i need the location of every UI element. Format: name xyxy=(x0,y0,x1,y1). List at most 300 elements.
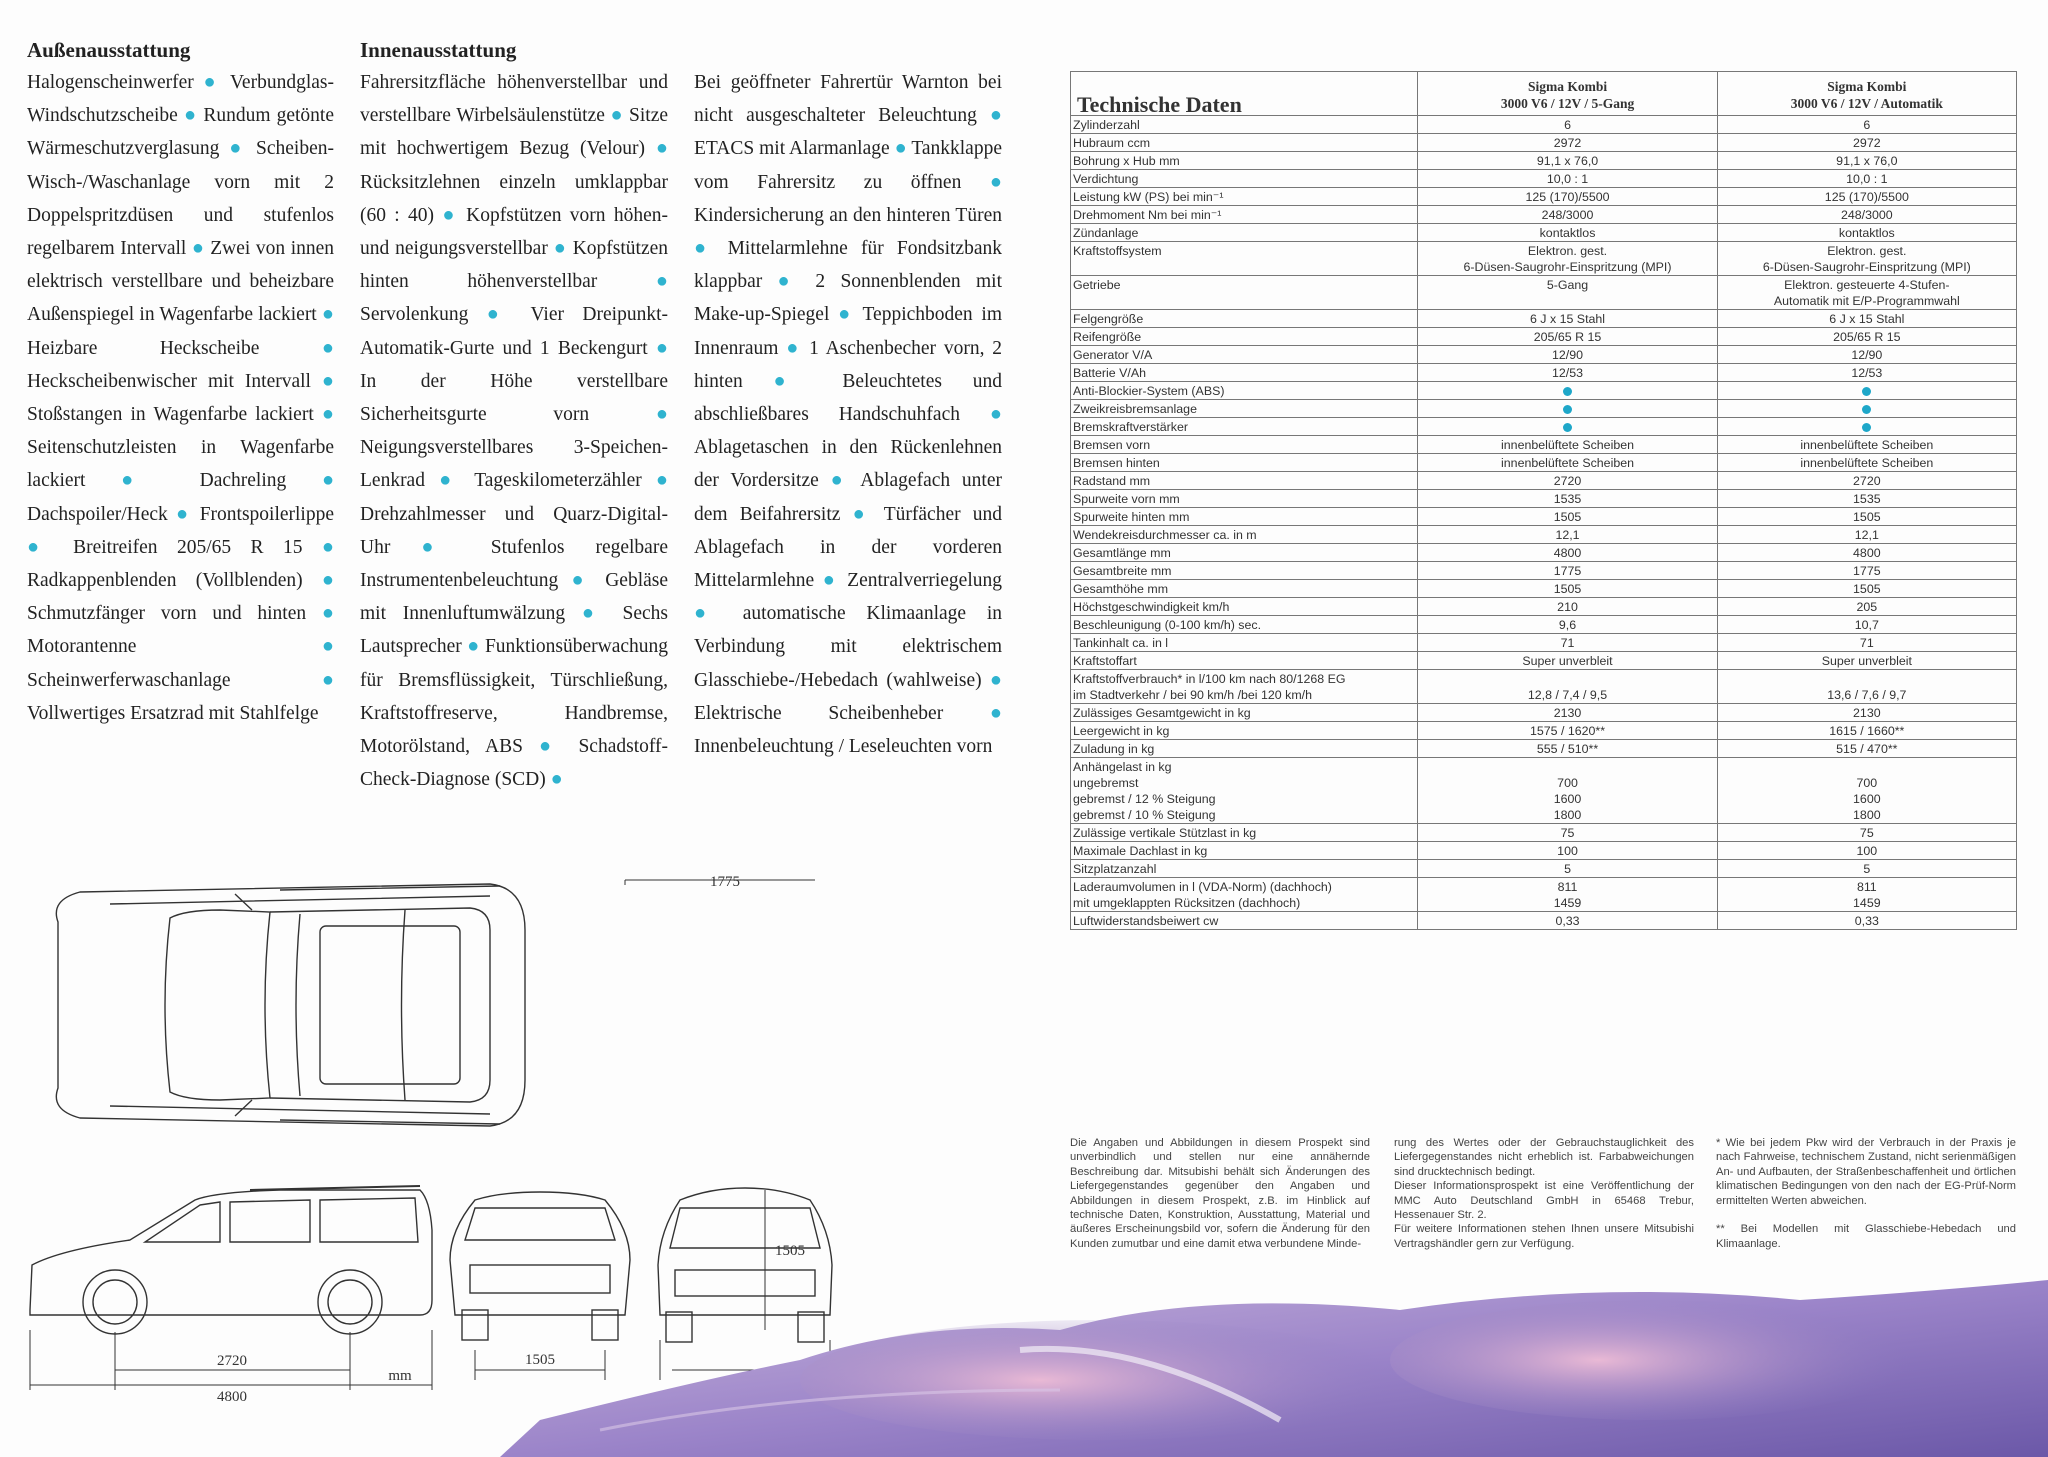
tech-value-automatik xyxy=(1717,544,2016,562)
bullet-icon: ● xyxy=(989,170,1002,193)
bullet-icon: ● xyxy=(694,602,722,625)
tech-value-automatik xyxy=(1717,134,2016,152)
bullet-icon: ● xyxy=(321,403,335,426)
tech-label xyxy=(1071,562,1418,580)
tech-value-5gang xyxy=(1418,490,1717,508)
tech-value-5gang-text: 91,1 x 76,0 xyxy=(1536,154,1599,168)
tech-label-text: Tankinhalt ca. in l xyxy=(1073,636,1169,650)
tech-label xyxy=(1071,842,1418,860)
tech-row xyxy=(1071,912,2017,930)
tech-value-5gang-text: 555 / 510** xyxy=(1536,742,1599,756)
tech-title: Technische Daten xyxy=(1071,72,1418,116)
tech-row xyxy=(1071,152,2017,170)
bullet-icon: ● xyxy=(183,104,198,127)
tech-value-5gang-text: 2130 xyxy=(1553,706,1582,720)
bullet-icon: ● xyxy=(610,104,624,127)
tech-label-text: Zulässiges Gesamtgewicht in kg xyxy=(1073,706,1251,720)
tech-value-automatik-text: 6 J x 15 Stahl xyxy=(1829,312,1905,326)
interior-item: Innenbeleuchtung / Leseleuchten vorn xyxy=(694,736,993,758)
tech-value-automatik-text: 205/65 R 15 xyxy=(1833,330,1901,344)
tech-value-5gang xyxy=(1418,188,1717,206)
tech-value-5gang xyxy=(1418,562,1717,580)
tech-row xyxy=(1071,878,2017,912)
bullet-icon: ● xyxy=(321,369,335,392)
exterior-item: Vollwertiges Ersatzrad mit Stahlfelge xyxy=(27,702,319,724)
feature-dot-icon xyxy=(1862,387,1871,396)
interior-item: Kopfstützen hinten höhenverstellbar xyxy=(360,238,668,293)
tech-value-automatik-text: 205 xyxy=(1856,600,1878,614)
tech-value-5gang-text: 75 xyxy=(1560,826,1575,840)
tech-value-automatik xyxy=(1717,490,2016,508)
tech-value-automatik xyxy=(1717,842,2016,860)
tech-row xyxy=(1071,454,2017,472)
tech-label xyxy=(1071,400,1418,418)
tech-label-text: Leistung kW (PS) bei min⁻¹ xyxy=(1073,190,1224,204)
tech-value-5gang xyxy=(1418,722,1717,740)
exterior-item: Seitenschutzleisten in Wagenfarbe lackiert xyxy=(27,437,334,492)
interior-item: Ablagefach unter dem Beifahrersitz xyxy=(694,470,1002,525)
interior-item: Gebläse mit Innenluftumwälzung xyxy=(360,570,669,625)
consumption-text: * Wie bei jedem Pkw wird der Verbrauch in der Praxis je nach Fahrweise, technischem Zustand, nicht serienmäßigen An- und Aufbauten, der Straßenbeschaffenheit und örtlichen klimatischen Bedingungen von den nach der EG-Prüf-Norm ermittelten Werten abweichen. xyxy=(1716,1137,2016,1207)
tech-value-automatik-text: 1775 xyxy=(1853,564,1881,578)
feature-dot-icon xyxy=(1862,423,1871,432)
feature-dot-icon xyxy=(1862,405,1871,414)
tech-value-5gang-text: 100 xyxy=(1557,844,1578,858)
interior-item: ETACS mit Alarmanlage xyxy=(694,138,890,160)
exterior-item: Rundum getönte Wärmeschutzverglasung xyxy=(27,105,334,160)
tech-value-5gang-text: kontaktlos xyxy=(1539,226,1596,240)
col2-line1: Sigma Kombi xyxy=(1827,79,1907,94)
tech-value-5gang xyxy=(1418,616,1717,634)
tech-value-automatik-text: 13,6 / 7,6 / 9,7 xyxy=(1827,688,1907,702)
tech-label xyxy=(1071,346,1418,364)
bullet-icon: ● xyxy=(321,535,335,558)
tech-value-5gang-text: 2720 xyxy=(1553,474,1582,488)
bullet-icon: ● xyxy=(229,137,247,160)
tech-label-text: Maximale Dachlast in kg xyxy=(1073,844,1208,858)
tech-label xyxy=(1071,824,1418,842)
tech-value-automatik-text: 10,0 : 1 xyxy=(1846,172,1888,186)
bullet-icon: ● xyxy=(191,237,205,260)
car-side-view xyxy=(30,1186,432,1334)
exterior-item: Zwei von innen elektrisch verstellbare und beheizbare Außenspiegel in Wagenfarbe lackiert xyxy=(27,238,335,326)
tech-label xyxy=(1071,436,1418,454)
tech-label xyxy=(1071,544,1418,562)
tech-label xyxy=(1071,652,1418,670)
tech-value-automatik-text: 12,1 xyxy=(1854,528,1879,542)
tech-row xyxy=(1071,824,2017,842)
bullet-icon: ● xyxy=(550,768,563,791)
tech-value-automatik-text: 248/3000 xyxy=(1840,208,1893,222)
bullet-icon: ● xyxy=(655,403,668,426)
tech-value-automatik xyxy=(1717,276,2016,310)
exterior-item: Radkappenblenden (Vollblenden) xyxy=(27,570,303,592)
tech-value-automatik xyxy=(1717,454,2016,472)
publisher-text-a: rung des Wertes oder der Gebrauchstauglichkeit des Liefergegenstandes nicht erheblich ist. Farbabweichungen sind drucktechnisch bedingt. xyxy=(1394,1137,1694,1178)
tech-value-automatik xyxy=(1717,436,2016,454)
consumption-note xyxy=(1716,1136,2016,1251)
tech-label-text: Kraftstoffsystem xyxy=(1073,244,1162,258)
feature-dot-icon xyxy=(1563,405,1572,414)
tech-label-text: Zündanlage xyxy=(1073,226,1139,240)
tech-row xyxy=(1071,758,2017,824)
tech-value-5gang-text: 12,1 xyxy=(1555,528,1580,542)
tech-value-5gang-text: Super unverbleit xyxy=(1522,654,1613,668)
col1-line2: 3000 V6 / 12V / 5-Gang xyxy=(1500,96,1635,111)
tech-value-5gang-text: 4800 xyxy=(1553,546,1582,560)
interior-list-part2 xyxy=(694,66,1002,763)
tech-value-automatik-text: 2972 xyxy=(1853,136,1881,150)
bullet-icon: ● xyxy=(553,237,567,260)
exterior-item: Motorantenne xyxy=(27,636,137,658)
tech-value-automatik xyxy=(1717,170,2016,188)
tech-value-5gang-text: 12/90 xyxy=(1552,348,1584,362)
tech-label xyxy=(1071,878,1418,912)
tech-row xyxy=(1071,436,2017,454)
tech-value-5gang xyxy=(1418,508,1717,526)
tech-label xyxy=(1071,188,1418,206)
tech-value-automatik xyxy=(1717,562,2016,580)
tech-value-5gang xyxy=(1418,134,1717,152)
tech-label xyxy=(1071,526,1418,544)
publisher-text-b: Dieser Informationsprospekt ist eine Veröffentlichung der MMC Auto Deutschland GmbH in 65468 Trebur, Hessenauer Str. 2. xyxy=(1394,1180,1694,1222)
dim-width: 1775 xyxy=(710,874,740,890)
tech-label xyxy=(1071,382,1418,400)
bullet-icon: ● xyxy=(773,369,812,392)
tech-value-5gang-text: 210 xyxy=(1557,600,1578,614)
tech-value-5gang-text: innenbelüftete Scheiben xyxy=(1501,438,1634,452)
tech-row xyxy=(1071,400,2017,418)
tech-value-5gang xyxy=(1418,382,1717,400)
tech-value-automatik xyxy=(1717,116,2016,134)
interior-item: Bei geöffneter Fahrertür Warnton bei nicht ausgeschalteter Beleuchtung xyxy=(694,72,1002,127)
tech-row xyxy=(1071,364,2017,382)
tech-value-5gang-text: 205/65 R 15 xyxy=(1533,330,1602,344)
tech-value-5gang-text: 12,8 / 7,4 / 9,5 xyxy=(1527,688,1608,702)
tech-label-text: Verdichtung xyxy=(1073,172,1139,186)
tech-value-5gang-text: innenbelüftete Scheiben xyxy=(1501,456,1634,470)
dim-height: 1505 xyxy=(775,1243,805,1259)
interior-item: Ablagetaschen in den Rückenlehnen der Vordersitze xyxy=(694,437,1002,492)
tech-label-text: Hubraum ccm xyxy=(1073,136,1151,150)
tech-value-automatik-text: 0,33 xyxy=(1854,914,1879,928)
tech-row xyxy=(1071,544,2017,562)
col2-line2: 3000 V6 / 12V / Automatik xyxy=(1790,96,1943,111)
bullet-icon: ● xyxy=(777,270,801,293)
tech-label-text: Bremsen vorn xyxy=(1073,438,1151,452)
bullet-icon: ● xyxy=(321,602,334,625)
bullet-icon: ● xyxy=(852,502,872,525)
tech-value-5gang xyxy=(1418,652,1717,670)
tech-label xyxy=(1071,616,1418,634)
tech-value-5gang xyxy=(1418,580,1717,598)
feature-dot-icon xyxy=(1563,423,1572,432)
exterior-item: Scheiben-Wisch-/Waschanlage vorn mit 2 Doppelspritzdüsen und stufenlos regelbarem Intervall xyxy=(27,138,334,260)
tech-label xyxy=(1071,912,1418,930)
flower-field-image xyxy=(500,1270,2048,1457)
tech-label-text: Drehmoment Nm bei min⁻¹ xyxy=(1073,208,1222,222)
tech-value-automatik xyxy=(1717,328,2016,346)
tech-value-automatik xyxy=(1717,860,2016,878)
interior-item: Neigungsverstellbares 3-Speichen-Lenkrad xyxy=(360,437,668,492)
tech-row xyxy=(1071,116,2017,134)
tech-value-automatik-text: Super unverbleit xyxy=(1821,654,1912,668)
tech-row xyxy=(1071,652,2017,670)
tech-value-automatik-text: 1505 xyxy=(1853,510,1881,524)
tech-value-automatik xyxy=(1717,878,2016,912)
tech-data-table xyxy=(1070,71,2017,930)
tech-label-text: Zuladung in kg xyxy=(1073,742,1155,756)
tech-value-5gang xyxy=(1418,912,1717,930)
bullet-icon: ● xyxy=(442,203,458,226)
tech-label xyxy=(1071,598,1418,616)
tech-row xyxy=(1071,346,2017,364)
interior-section xyxy=(360,34,668,796)
tech-label-text: Generator V/A xyxy=(1073,348,1153,362)
tech-value-automatik xyxy=(1717,152,2016,170)
tech-value-automatik-text: 811 1459 xyxy=(1853,880,1881,910)
disclaimer-text: Die Angaben und Abbildungen in diesem Prospekt sind unverbindlich und stellen nur eine annähernde Beschreibung dar. Mitsubishi behält sich Änderungen des Liefergegenstandes gegenüber den Angaben und Abbildungen in diesem Prospekt, z.B. im Hinblick auf technische Daten, Konstruktion, Ausstattung, Material und äußeres Erscheinungsbild vor, sofern die Änderung für den Kunden zumutbar und eine damit etwa verbundene Minde- xyxy=(1070,1137,1370,1250)
tech-label-text: Höchstgeschwindigkeit km/h xyxy=(1073,600,1230,614)
interior-item: Fahrersitzfläche höhenverstellbar und verstellbare Wirbelsäulenstütze xyxy=(360,72,668,127)
tech-value-automatik-text: 700 1600 1800 xyxy=(1853,776,1881,822)
tech-value-automatik xyxy=(1717,346,2016,364)
tech-value-5gang xyxy=(1418,364,1717,382)
tech-value-5gang xyxy=(1418,526,1717,544)
tech-value-5gang-text: 1775 xyxy=(1553,564,1582,578)
tech-label-text: Felgengröße xyxy=(1073,312,1144,326)
tech-label xyxy=(1071,670,1418,704)
tech-value-automatik xyxy=(1717,364,2016,382)
dim-length: 4800 xyxy=(217,1389,247,1405)
tech-value-5gang xyxy=(1418,704,1717,722)
bullet-icon: ● xyxy=(655,469,668,492)
tech-value-5gang xyxy=(1418,400,1717,418)
tech-row xyxy=(1071,276,2017,310)
tech-row xyxy=(1071,310,2017,328)
tech-label xyxy=(1071,224,1418,242)
interior-item: Kopfstützen vorn höhen- und neigungsverstellbar xyxy=(360,204,668,260)
tech-value-automatik xyxy=(1717,382,2016,400)
tech-value-5gang-text: 9,6 xyxy=(1558,618,1577,632)
bullet-icon: ● xyxy=(321,635,334,658)
tech-label xyxy=(1071,704,1418,722)
tech-label xyxy=(1071,740,1418,758)
tech-label xyxy=(1071,758,1418,824)
tech-row xyxy=(1071,562,2017,580)
tech-label xyxy=(1071,454,1418,472)
tech-value-5gang-text: 700 1600 1800 xyxy=(1553,776,1582,822)
publisher-text-c: Für weitere Informationen stehen Ihnen unsere Mitsubishi Vertragshändler gern zur Verfügung. xyxy=(1394,1223,1694,1250)
bullet-icon: ● xyxy=(321,569,334,592)
bullet-icon: ● xyxy=(321,469,335,492)
tech-label xyxy=(1071,276,1418,310)
tech-row xyxy=(1071,740,2017,758)
tech-value-automatik-text: innenbelüftete Scheiben xyxy=(1800,456,1934,470)
tech-value-5gang xyxy=(1418,276,1717,310)
tech-value-automatik xyxy=(1717,740,2016,758)
interior-item: Rücksitzlehnen einzeln umklappbar (60 : 40) xyxy=(360,171,668,226)
tech-value-automatik-text: 2720 xyxy=(1853,474,1881,488)
tech-value-automatik xyxy=(1717,634,2016,652)
bullet-icon: ● xyxy=(467,635,480,658)
bullet-icon: ● xyxy=(894,137,907,160)
bullet-icon: ● xyxy=(822,569,839,592)
tech-label-text: Gesamtlänge mm xyxy=(1073,546,1171,560)
tech-value-automatik-text: 515 / 470** xyxy=(1836,742,1898,756)
exterior-item: Scheinwerferwaschanlage xyxy=(27,669,231,691)
publisher-note xyxy=(1394,1136,1694,1251)
tech-value-5gang-text: 10,0 : 1 xyxy=(1546,172,1589,186)
tech-value-automatik xyxy=(1717,598,2016,616)
tech-value-automatik-text: 75 xyxy=(1859,826,1874,840)
bullet-icon: ● xyxy=(439,469,461,492)
exterior-list xyxy=(27,66,334,730)
tech-label xyxy=(1071,170,1418,188)
tech-value-5gang-text: 0,33 xyxy=(1555,914,1580,928)
interior-list-part1 xyxy=(360,66,668,796)
interior-item: Tankklappe vom Fahrersitz zu öffnen xyxy=(694,138,1002,193)
tech-value-5gang xyxy=(1418,152,1717,170)
interior-item: 2 Sonnenblenden mit Make-up-Spiegel xyxy=(694,271,1002,326)
interior-item: In der Höhe verstellbare Sicherheitsgurte vorn xyxy=(360,370,668,426)
exterior-item: Schmutzfänger vorn und hinten xyxy=(27,603,307,625)
tech-value-automatik-text: Elektron. gesteuerte 4-Stufen- Automatik mit E/P-Programmwahl xyxy=(1773,278,1960,308)
interior-item: 1 Aschenbecher vorn, 2 hinten xyxy=(694,337,1003,392)
bullet-icon: ● xyxy=(581,602,606,625)
tech-label-text: Spurweite hinten mm xyxy=(1073,510,1190,524)
bullet-icon: ● xyxy=(830,469,850,492)
interior-item: Teppichboden im Innenraum xyxy=(694,304,1002,359)
tech-value-automatik xyxy=(1717,400,2016,418)
tech-value-automatik-text: 5 xyxy=(1863,862,1871,876)
exterior-item: Dachspoiler/Heck xyxy=(27,503,168,525)
tech-value-5gang xyxy=(1418,842,1717,860)
interior-item: Mittelarmlehne für Fondsitzbank klappbar xyxy=(694,238,1002,293)
interior-section-continued xyxy=(694,66,1002,763)
tech-value-5gang xyxy=(1418,206,1717,224)
bullet-icon: ● xyxy=(989,701,1002,724)
bullet-icon: ● xyxy=(989,668,1002,691)
tech-value-5gang-text: 71 xyxy=(1560,636,1575,650)
tech-value-automatik-text: 6 xyxy=(1863,118,1871,132)
tech-value-5gang xyxy=(1418,242,1717,276)
tech-value-5gang-text: 6 J x 15 Stahl xyxy=(1529,312,1606,326)
interior-item: Stufenlos regelbare Instrumentenbeleuchtung xyxy=(360,536,668,592)
dim-unit: mm xyxy=(388,1368,412,1384)
tech-value-5gang-text: 12/53 xyxy=(1552,366,1584,380)
tech-value-automatik xyxy=(1717,722,2016,740)
tech-value-5gang xyxy=(1418,740,1717,758)
tech-label xyxy=(1071,328,1418,346)
tech-label-text: Zweikreisbremsanlage xyxy=(1073,402,1197,416)
bullet-icon: ● xyxy=(321,303,335,326)
tech-value-automatik-text: 4800 xyxy=(1853,546,1881,560)
tech-value-5gang xyxy=(1418,544,1717,562)
tech-label-text: Laderaumvolumen in l (VDA-Norm) (dachhoch) mit umgeklappten Rücksitzen (dachhoch) xyxy=(1073,880,1332,910)
tech-value-automatik xyxy=(1717,616,2016,634)
tech-value-5gang-text: 1505 xyxy=(1553,582,1582,596)
bullet-icon: ● xyxy=(539,735,563,758)
tech-label-text: Wendekreisdurchmesser ca. in m xyxy=(1073,528,1257,542)
tech-value-5gang xyxy=(1418,758,1717,824)
interior-item: Zentralverriegelung xyxy=(847,570,1002,592)
interior-item: Kindersicherung an den hinteren Türen xyxy=(694,204,1002,226)
tech-value-5gang xyxy=(1418,634,1717,652)
tech-value-automatik-text: 1615 / 1660** xyxy=(1829,724,1905,738)
tech-value-5gang xyxy=(1418,670,1717,704)
bullet-icon: ● xyxy=(176,502,192,525)
bullet-icon: ● xyxy=(121,469,164,492)
bullet-icon: ● xyxy=(786,336,802,359)
bullet-icon: ● xyxy=(989,403,1002,426)
tech-value-automatik xyxy=(1717,508,2016,526)
bullet-icon: ● xyxy=(27,535,54,558)
tech-label-text: Spurweite vorn mm xyxy=(1073,492,1180,506)
tech-row xyxy=(1071,328,2017,346)
tech-value-automatik-text: 12/53 xyxy=(1851,366,1883,380)
tech-label xyxy=(1071,472,1418,490)
tech-label-text: Zylinderzahl xyxy=(1073,118,1140,132)
bullet-icon: ● xyxy=(655,336,669,359)
tech-label-text: Kraftstoffverbrauch* in l/100 km nach 80/1268 EG im Stadtverkehr / bei 90 km/h /bei 120 km/h xyxy=(1073,672,1346,702)
tech-label-text: Getriebe xyxy=(1073,278,1121,292)
tech-row xyxy=(1071,188,2017,206)
interior-item: Sechs Lautsprecher xyxy=(360,603,668,658)
tech-label-text: Bremsen hinten xyxy=(1073,456,1160,470)
tech-label xyxy=(1071,508,1418,526)
tech-label-text: Gesamtbreite mm xyxy=(1073,564,1172,578)
tech-value-automatik xyxy=(1717,188,2016,206)
tech-value-automatik-text: 71 xyxy=(1859,636,1874,650)
tech-value-5gang-text: 1575 / 1620** xyxy=(1529,724,1606,738)
tech-value-5gang xyxy=(1418,224,1717,242)
tech-label xyxy=(1071,580,1418,598)
tech-label xyxy=(1071,206,1418,224)
tech-value-5gang-text: 5-Gang xyxy=(1546,278,1589,292)
tech-value-5gang-text: 1505 xyxy=(1553,510,1582,524)
car-top-view xyxy=(56,884,525,1126)
tech-row xyxy=(1071,224,2017,242)
tech-value-automatik-text: 10,7 xyxy=(1854,618,1879,632)
tech-label-text: Reifengröße xyxy=(1073,330,1142,344)
tech-row xyxy=(1071,616,2017,634)
tech-value-automatik-text: 100 xyxy=(1856,844,1878,858)
interior-item: Vier Dreipunkt-Automatik-Gurte und 1 Beckengurt xyxy=(360,304,668,359)
tech-row xyxy=(1071,704,2017,722)
bullet-icon: ● xyxy=(203,71,221,93)
interior-item: Drehzahlmesser und Quarz-Digital-Uhr xyxy=(360,503,668,558)
interior-item: Tageskilometerzähler xyxy=(474,470,642,492)
interior-item: Funktionsüberwachung für Bremsflüssigkeit, Türschließung, Kraftstoffreserve, Handbremse, Motorölstand, ABS xyxy=(360,636,668,758)
exterior-item: Stoßstangen in Wagenfarbe lackiert xyxy=(27,404,314,426)
tech-value-automatik xyxy=(1717,472,2016,490)
tech-value-automatik xyxy=(1717,224,2016,242)
tech-label xyxy=(1071,152,1418,170)
exterior-item: Verbundglas-Windschutzscheibe xyxy=(27,72,334,127)
tech-value-5gang-text: 125 (170)/5500 xyxy=(1525,190,1610,204)
interior-item: Servolenkung xyxy=(360,304,469,326)
tech-label xyxy=(1071,418,1418,436)
tech-value-5gang-text: 5 xyxy=(1564,862,1571,876)
bullet-icon: ● xyxy=(321,668,334,691)
tech-value-5gang-text: Elektron. gest. 6-Düsen-Saugrohr-Einspritzung (MPI) xyxy=(1463,244,1672,274)
tech-col-5gang xyxy=(1418,72,1717,116)
tech-row xyxy=(1071,670,2017,704)
bullet-icon: ● xyxy=(694,237,715,260)
tech-header-row xyxy=(1071,72,2017,116)
tech-label xyxy=(1071,860,1418,878)
